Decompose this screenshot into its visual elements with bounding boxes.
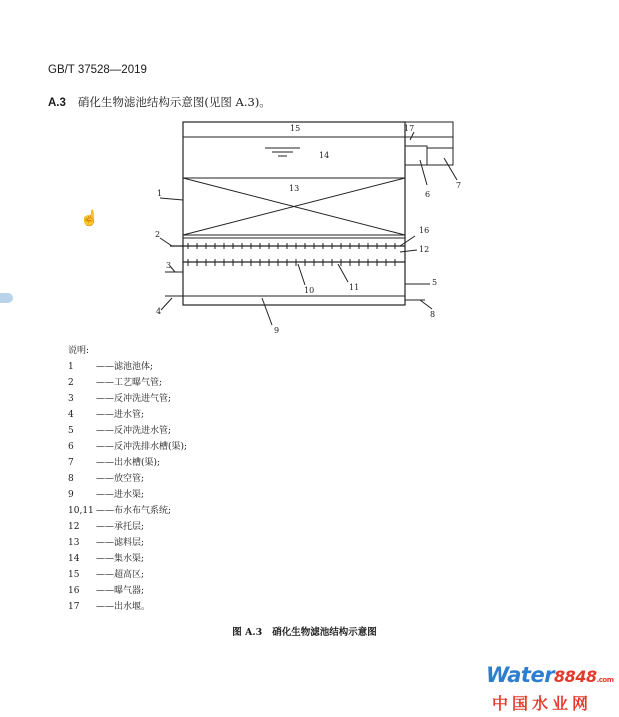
label-5: 5: [432, 278, 438, 287]
legend-item: [68, 551, 187, 567]
label-10: 10: [304, 286, 315, 295]
section-text: 硝化生物滤池结构示意图(见图 A.3)。: [77, 95, 271, 109]
legend-item: [68, 503, 187, 519]
label-15: 15: [290, 124, 301, 133]
legend-item: [68, 567, 187, 583]
legend-item-text: ——出水堰。: [96, 602, 151, 612]
watermark-chinese: 中国水业网: [492, 694, 593, 713]
legend-item-number: 7: [68, 458, 74, 468]
legend-title: 说明:: [68, 346, 90, 356]
legend-item-text: ——工艺曝气管;: [96, 378, 163, 388]
label-13: 13: [289, 184, 300, 193]
legend-item: [68, 487, 187, 503]
figure-caption: [0, 624, 619, 638]
legend-item-text: ——进水管;: [96, 410, 145, 420]
legend-item-number: 14: [68, 554, 80, 564]
legend-item: [68, 407, 187, 423]
legend-item-text: ——反冲洗排水槽(渠);: [96, 442, 188, 452]
legend-item: [68, 455, 187, 471]
section-number: A.3: [48, 97, 66, 109]
legend-item-number: 8: [68, 474, 74, 484]
legend-item-text: ——滤池池体;: [96, 362, 154, 372]
legend-item-text: ——曝气器;: [96, 586, 145, 596]
legend-item-number: 15: [68, 570, 80, 580]
legend-item: [68, 583, 187, 599]
legend-item: [68, 391, 187, 407]
label-7: 7: [456, 181, 462, 190]
label-4: 4: [156, 307, 162, 316]
legend-item-number: 2: [68, 378, 74, 388]
legend-item-number: 1: [68, 362, 74, 372]
watermark-suffix: .com: [596, 676, 614, 684]
side-tab-handle[interactable]: [0, 293, 13, 303]
legend-item: [68, 359, 187, 375]
legend-item: [68, 519, 187, 535]
legend-item: [68, 423, 187, 439]
legend-item-text: ——集水渠;: [96, 554, 145, 564]
legend: [68, 343, 187, 615]
legend-item-number: 12: [68, 522, 80, 532]
legend-item-text: ——进水渠;: [96, 490, 145, 500]
legend-item-number: 9: [68, 490, 74, 500]
tank-body: [183, 122, 405, 305]
caption-title: 硝化生物滤池结构示意图: [272, 627, 377, 638]
legend-item: [68, 599, 187, 615]
legend-item: [68, 439, 187, 455]
legend-item-text: ——滤料层;: [96, 538, 145, 548]
label-6: 6: [425, 190, 431, 199]
label-3: 3: [166, 261, 172, 270]
legend-item-number: 17: [68, 602, 80, 612]
label-8: 8: [430, 310, 436, 319]
legend-item-text: ——反冲洗进水管;: [96, 426, 172, 436]
label-9: 9: [274, 326, 280, 335]
legend-item-number: 10,11: [68, 506, 94, 516]
label-12: 12: [419, 245, 430, 254]
legend-item-text: ——放空管;: [96, 474, 145, 484]
legend-item-text: ——布水布气系统;: [96, 506, 172, 516]
watermark-logo: [486, 663, 614, 714]
legend-item-number: 4: [68, 410, 74, 420]
watermark-brand: Water: [486, 663, 555, 687]
label-17: 17: [404, 124, 415, 133]
legend-item: [68, 535, 187, 551]
caption-number: 图 A.3: [232, 627, 263, 638]
label-11: 11: [349, 283, 360, 292]
label-2: 2: [155, 230, 161, 239]
legend-item: [68, 375, 187, 391]
legend-item-text: ——超高区;: [96, 570, 145, 580]
label-16: 16: [419, 226, 430, 235]
legend-item-number: 13: [68, 538, 80, 548]
standard-code: GB/T 37528—2019: [48, 64, 147, 76]
legend-item-number: 3: [68, 394, 74, 404]
hand-cursor-icon: ☝: [80, 209, 99, 227]
legend-item-number: 6: [68, 442, 74, 452]
watermark-digits: 8848: [554, 667, 597, 686]
label-1: 1: [157, 189, 163, 198]
legend-item-text: ——反冲洗进气管;: [96, 394, 172, 404]
legend-item-text: ——承托层;: [96, 522, 145, 532]
legend-item: [68, 471, 187, 487]
legend-item-number: 16: [68, 586, 80, 596]
legend-item-text: ——出水槽(渠);: [96, 458, 161, 468]
label-14: 14: [319, 151, 330, 160]
legend-item-number: 5: [68, 426, 74, 436]
